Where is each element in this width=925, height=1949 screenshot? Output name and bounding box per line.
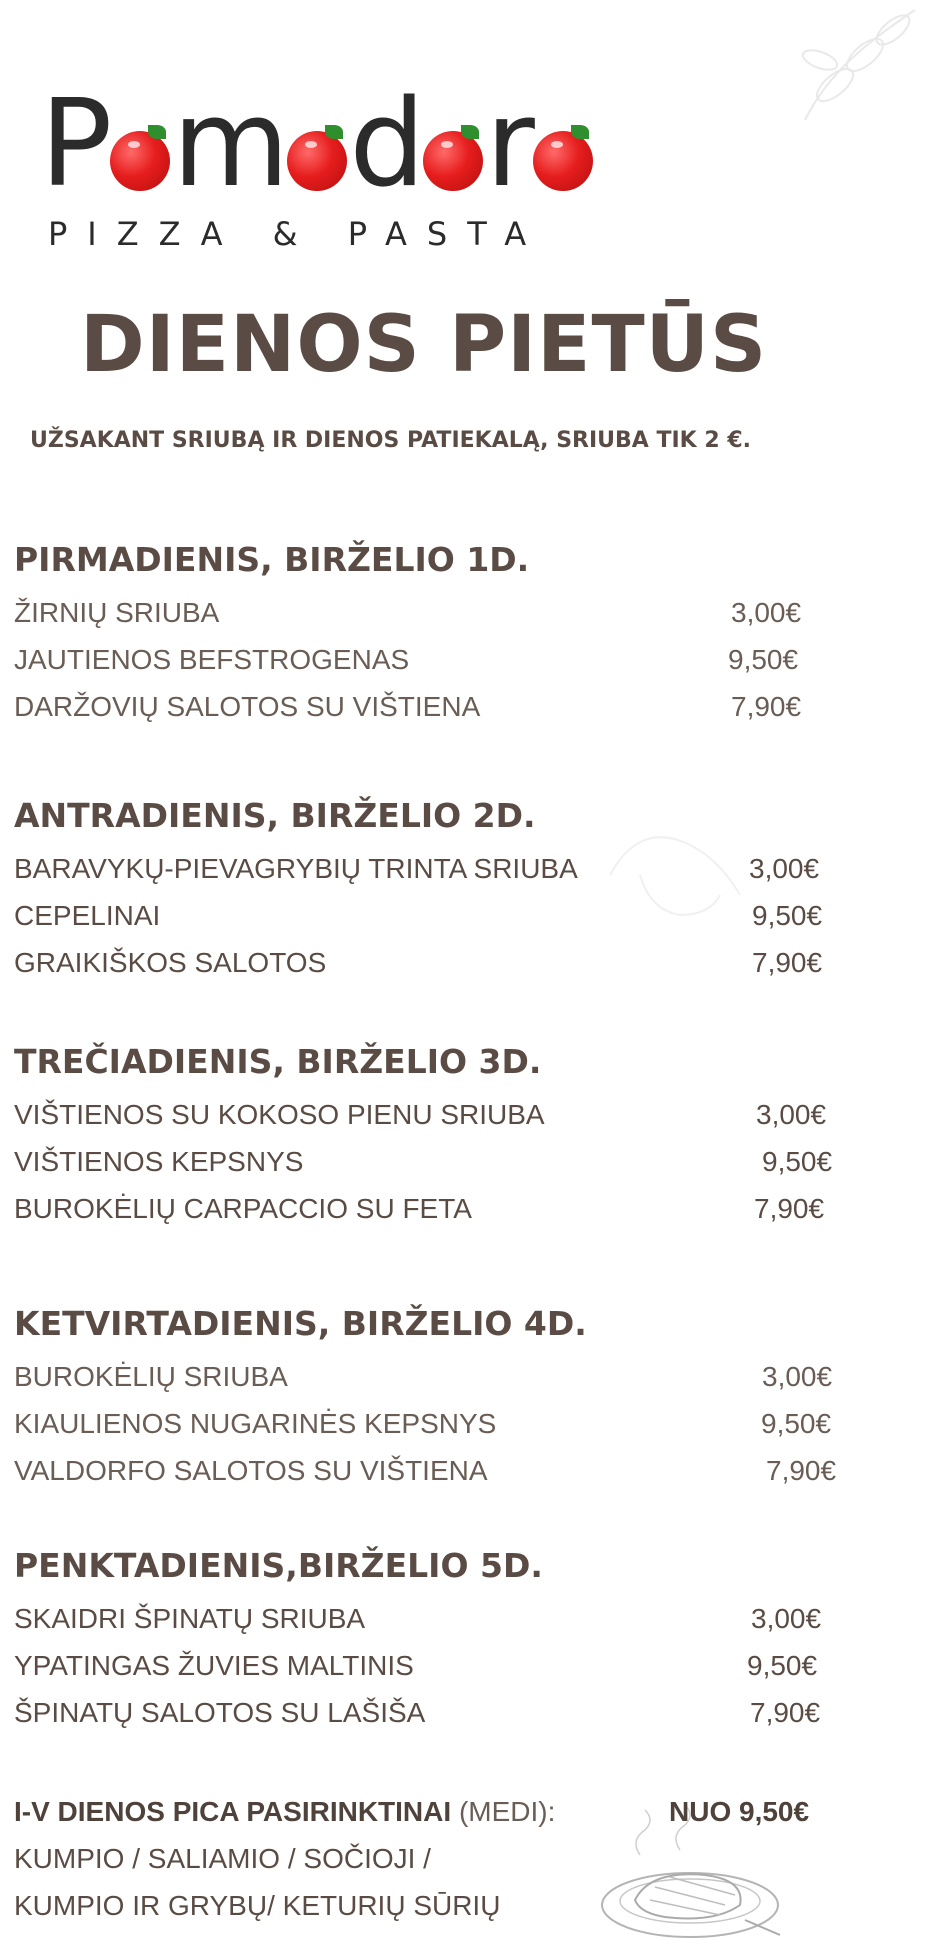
- pizza-size-note: (MEDI):: [458, 1796, 556, 1827]
- menu-item: [14, 845, 874, 892]
- menu-item: [14, 892, 874, 939]
- menu-item-name: YPATINGAS ŽUVIES MALTINIS: [14, 1650, 414, 1681]
- menu-item-price: 9,50€: [761, 1408, 832, 1439]
- menu-item: [14, 1595, 874, 1642]
- pizza-offer-line: [14, 1788, 914, 1835]
- tomato-icon: [533, 131, 593, 191]
- menu-item-price: 7,90€: [752, 947, 823, 978]
- menu-item-name: ŠPINATŲ SALOTOS SU LAŠIŠA: [14, 1697, 426, 1728]
- logo-wordmark: P m d r: [40, 85, 595, 205]
- menu-item-name: SKAIDRI ŠPINATŲ SRIUBA: [14, 1603, 366, 1634]
- menu-item: [14, 1091, 874, 1138]
- menu-item: [14, 636, 874, 683]
- menu-item-price: 7,90€: [750, 1697, 821, 1728]
- day-section-friday: [14, 1546, 874, 1736]
- day-title: KETVIRTADIENIS, BIRŽELIO 4D.: [14, 1304, 587, 1343]
- day-section-monday: [14, 540, 874, 730]
- menu-item-name: VALDORFO SALOTOS SU VIŠTIENA: [14, 1455, 488, 1486]
- menu-item-price: 3,00€: [756, 1099, 827, 1130]
- menu-item: [14, 589, 874, 636]
- day-title: ANTRADIENIS, BIRŽELIO 2D.: [14, 796, 536, 835]
- menu-item-name: VIŠTIENOS KEPSNYS: [14, 1146, 304, 1177]
- menu-item: [14, 1400, 874, 1447]
- day-section-thursday: [14, 1304, 874, 1494]
- menu-item-price: 9,50€: [728, 644, 799, 675]
- menu-item-name: CEPELINAI: [14, 900, 161, 931]
- menu-item-price: 3,00€: [749, 853, 820, 884]
- menu-item-price: 7,90€: [754, 1193, 825, 1224]
- menu-item: [14, 939, 874, 986]
- menu-item: [14, 1689, 874, 1736]
- day-title: PENKTADIENIS,BIRŽELIO 5D.: [14, 1546, 543, 1585]
- tomato-icon: [110, 131, 170, 191]
- pizza-price: NUO 9,50€: [669, 1796, 810, 1827]
- menu-item: [14, 1447, 874, 1494]
- menu-item: [14, 1138, 874, 1185]
- day-title: PIRMADIENIS, BIRŽELIO 1D.: [14, 540, 530, 579]
- menu-item: [14, 1642, 874, 1689]
- menu-item-name: KIAULIENOS NUGARINĖS KEPSNYS: [14, 1408, 497, 1439]
- menu-item-name: BUROKĖLIŲ SRIUBA: [14, 1361, 288, 1392]
- day-section-wednesday: [14, 1042, 874, 1232]
- logo-tagline: PIZZA & PASTA: [48, 215, 547, 253]
- menu-item-price: 9,50€: [762, 1146, 833, 1177]
- menu-item: [14, 1185, 874, 1232]
- menu-item-price: 7,90€: [731, 691, 802, 722]
- day-title: TREČIADIENIS, BIRŽELIO 3D.: [14, 1042, 542, 1081]
- menu-item-name: VIŠTIENOS SU KOKOSO PIENU SRIUBA: [14, 1099, 545, 1130]
- menu-item-price: 7,90€: [766, 1455, 837, 1486]
- tomato-icon: [423, 131, 483, 191]
- pizza-offer-title: I-V DIENOS PICA PASIRINKTINAI: [14, 1796, 452, 1827]
- pizza-offer: [14, 1788, 914, 1929]
- menu-item-price: 3,00€: [731, 597, 802, 628]
- soup-offer-note: UŽSAKANT SRIUBĄ IR DIENOS PATIEKALĄ, SRIUBA TIK 2 €.: [30, 428, 752, 453]
- menu-item-price: 3,00€: [762, 1361, 833, 1392]
- tomato-icon: [287, 131, 347, 191]
- menu-item-name: BUROKĖLIŲ CARPACCIO SU FETA: [14, 1193, 472, 1224]
- page-title: DIENOS PIETŪS: [80, 300, 768, 390]
- menu-item-name: BARAVYKŲ-PIEVAGRYBIŲ TRINTA SRIUBA: [14, 853, 578, 884]
- menu-item-price: 9,50€: [752, 900, 823, 931]
- menu-item-name: JAUTIENOS BEFSTROGENAS: [14, 644, 410, 675]
- menu-item-name: ŽIRNIŲ SRIUBA: [14, 597, 220, 628]
- menu-item-name: GRAIKIŠKOS SALOTOS: [14, 947, 327, 978]
- menu-item: [14, 683, 874, 730]
- pizza-options-line: KUMPIO / SALIAMIO / SOČIOJI /: [14, 1843, 431, 1874]
- menu-item-price: 9,50€: [747, 1650, 818, 1681]
- menu-item: [14, 1353, 874, 1400]
- pizza-options-line: KUMPIO IR GRYBŲ/ KETURIŲ SŪRIŲ: [14, 1890, 501, 1921]
- pomodoro-logo: [40, 75, 560, 255]
- menu-item-name: DARŽOVIŲ SALOTOS SU VIŠTIENA: [14, 691, 481, 722]
- menu-item-price: 3,00€: [751, 1603, 822, 1634]
- day-section-tuesday: [14, 796, 874, 986]
- leaf-decoration-icon: [765, 0, 925, 130]
